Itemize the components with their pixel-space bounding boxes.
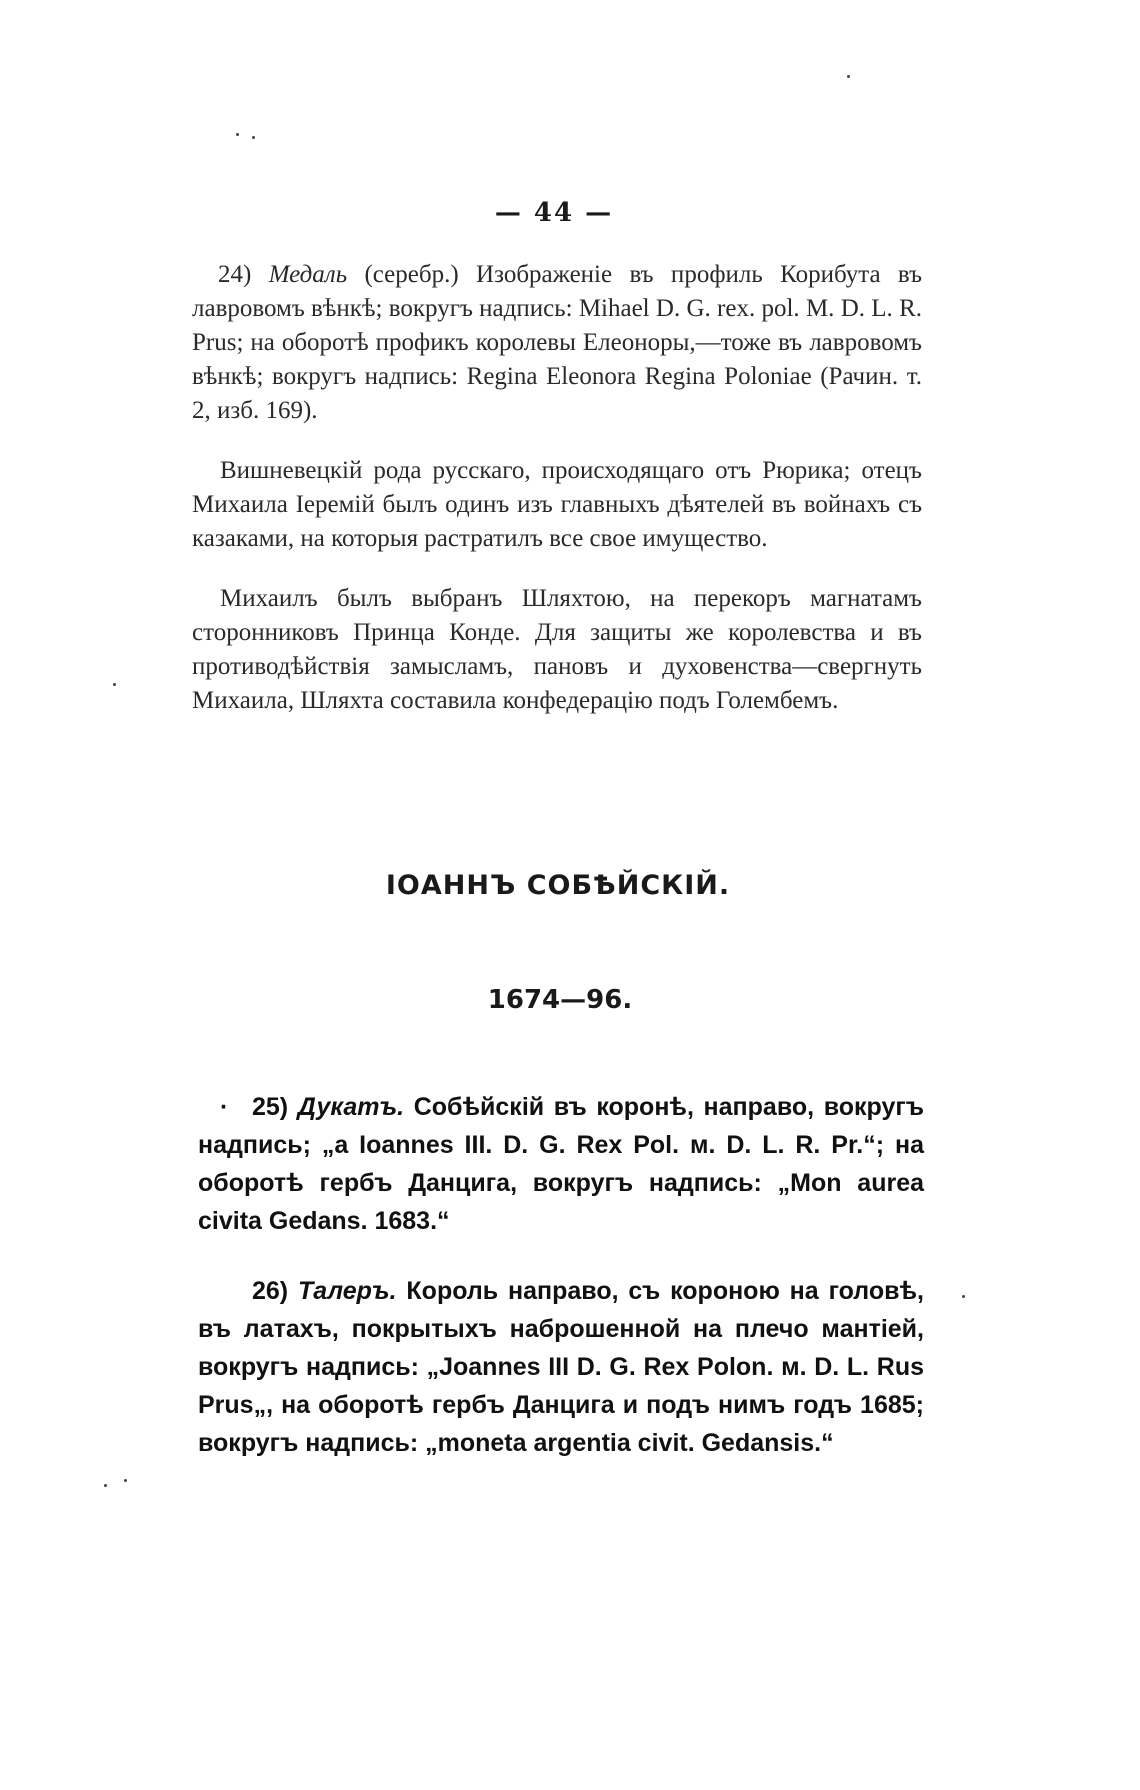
- scan-speck: [252, 136, 255, 139]
- entry-description: (серебр.) Изображеніе въ профиль Корибута въ лавровомъ вѣнкѣ; вокругъ надпись: Mihael D. G. rex. pol. M. D. L. R. Prus; на оборотѣ профикъ королевы Елеоноры,—тоже въ лавровомъ вѣнкѣ; вокругъ надпись: Regina Eleonora Regina Poloniae (Рачин. т. 2, изб. 169).: [192, 261, 923, 424]
- page-number: — 44 —: [494, 198, 614, 228]
- scan-speck: [236, 133, 239, 136]
- section-heading: ІОАННЪ СОБѢЙСКІЙ.: [385, 870, 731, 901]
- bottom-text-block: [198, 1088, 924, 1494]
- entry-number: 26): [252, 1277, 289, 1305]
- entry-number: 25): [252, 1093, 289, 1121]
- entry-description: Король направо, съ короною на головѣ, въ латахъ, покрытыхъ наброшенной на плечо мантіей, вокругъ надпись: „Joannes III D. G. Rex Polon. м. D. L. Rus Prus„, на оборотѣ гербъ Данцига и подъ нимъ годъ 1685; вокругъ надпись: „moneta argentia civit. Gedansis.“: [198, 1277, 925, 1457]
- scan-speck: [113, 683, 116, 686]
- entry-description: Собѣйскій въ коронѣ, направо, вокругъ надпись; „a Ioannes III. D. G. Rex Pol. м. D. L. R. Pr.“; на оборотѣ гербъ Данцига, вокругъ надпись: „Mon aurea civita Gedans. 1683.“: [198, 1093, 925, 1235]
- top-text-block: [192, 258, 922, 744]
- margin-dot-icon: ·: [220, 1093, 229, 1121]
- catalog-entry-26: [198, 1272, 924, 1462]
- entry-title: Медаль: [268, 261, 348, 288]
- entry-number: 24): [218, 261, 252, 288]
- catalog-entry-25: [198, 1088, 924, 1240]
- entry-title: Талеръ.: [298, 1277, 397, 1305]
- catalog-entry-24: [192, 258, 922, 428]
- entry-title: Дукатъ.: [297, 1093, 405, 1121]
- section-years: 1674—96.: [487, 985, 633, 1015]
- scan-speck: [104, 1484, 107, 1487]
- scan-speck: [847, 75, 850, 78]
- scan-speck: [962, 1295, 965, 1298]
- scan-speck: [124, 1479, 127, 1482]
- paragraph-mikhail: Михаилъ былъ выбранъ Шляхтою, на перекоръ магнатамъ сторонниковъ Принца Конде. Для защиты же королевства и въ противодѣйствія замысламъ, пановъ и духовенства—свергнуть Михаила, Шляхта составила конфедерацію подъ Голембемъ.: [192, 585, 922, 714]
- paragraph-vishnevetsky: Вишневецкій рода русскаго, происходящаго отъ Рюрика; отецъ Михаила Іеремій былъ одинъ изъ главныхъ дѣятелей въ войнахъ съ казаками, на которыя растратилъ все свое имущество.: [192, 457, 922, 552]
